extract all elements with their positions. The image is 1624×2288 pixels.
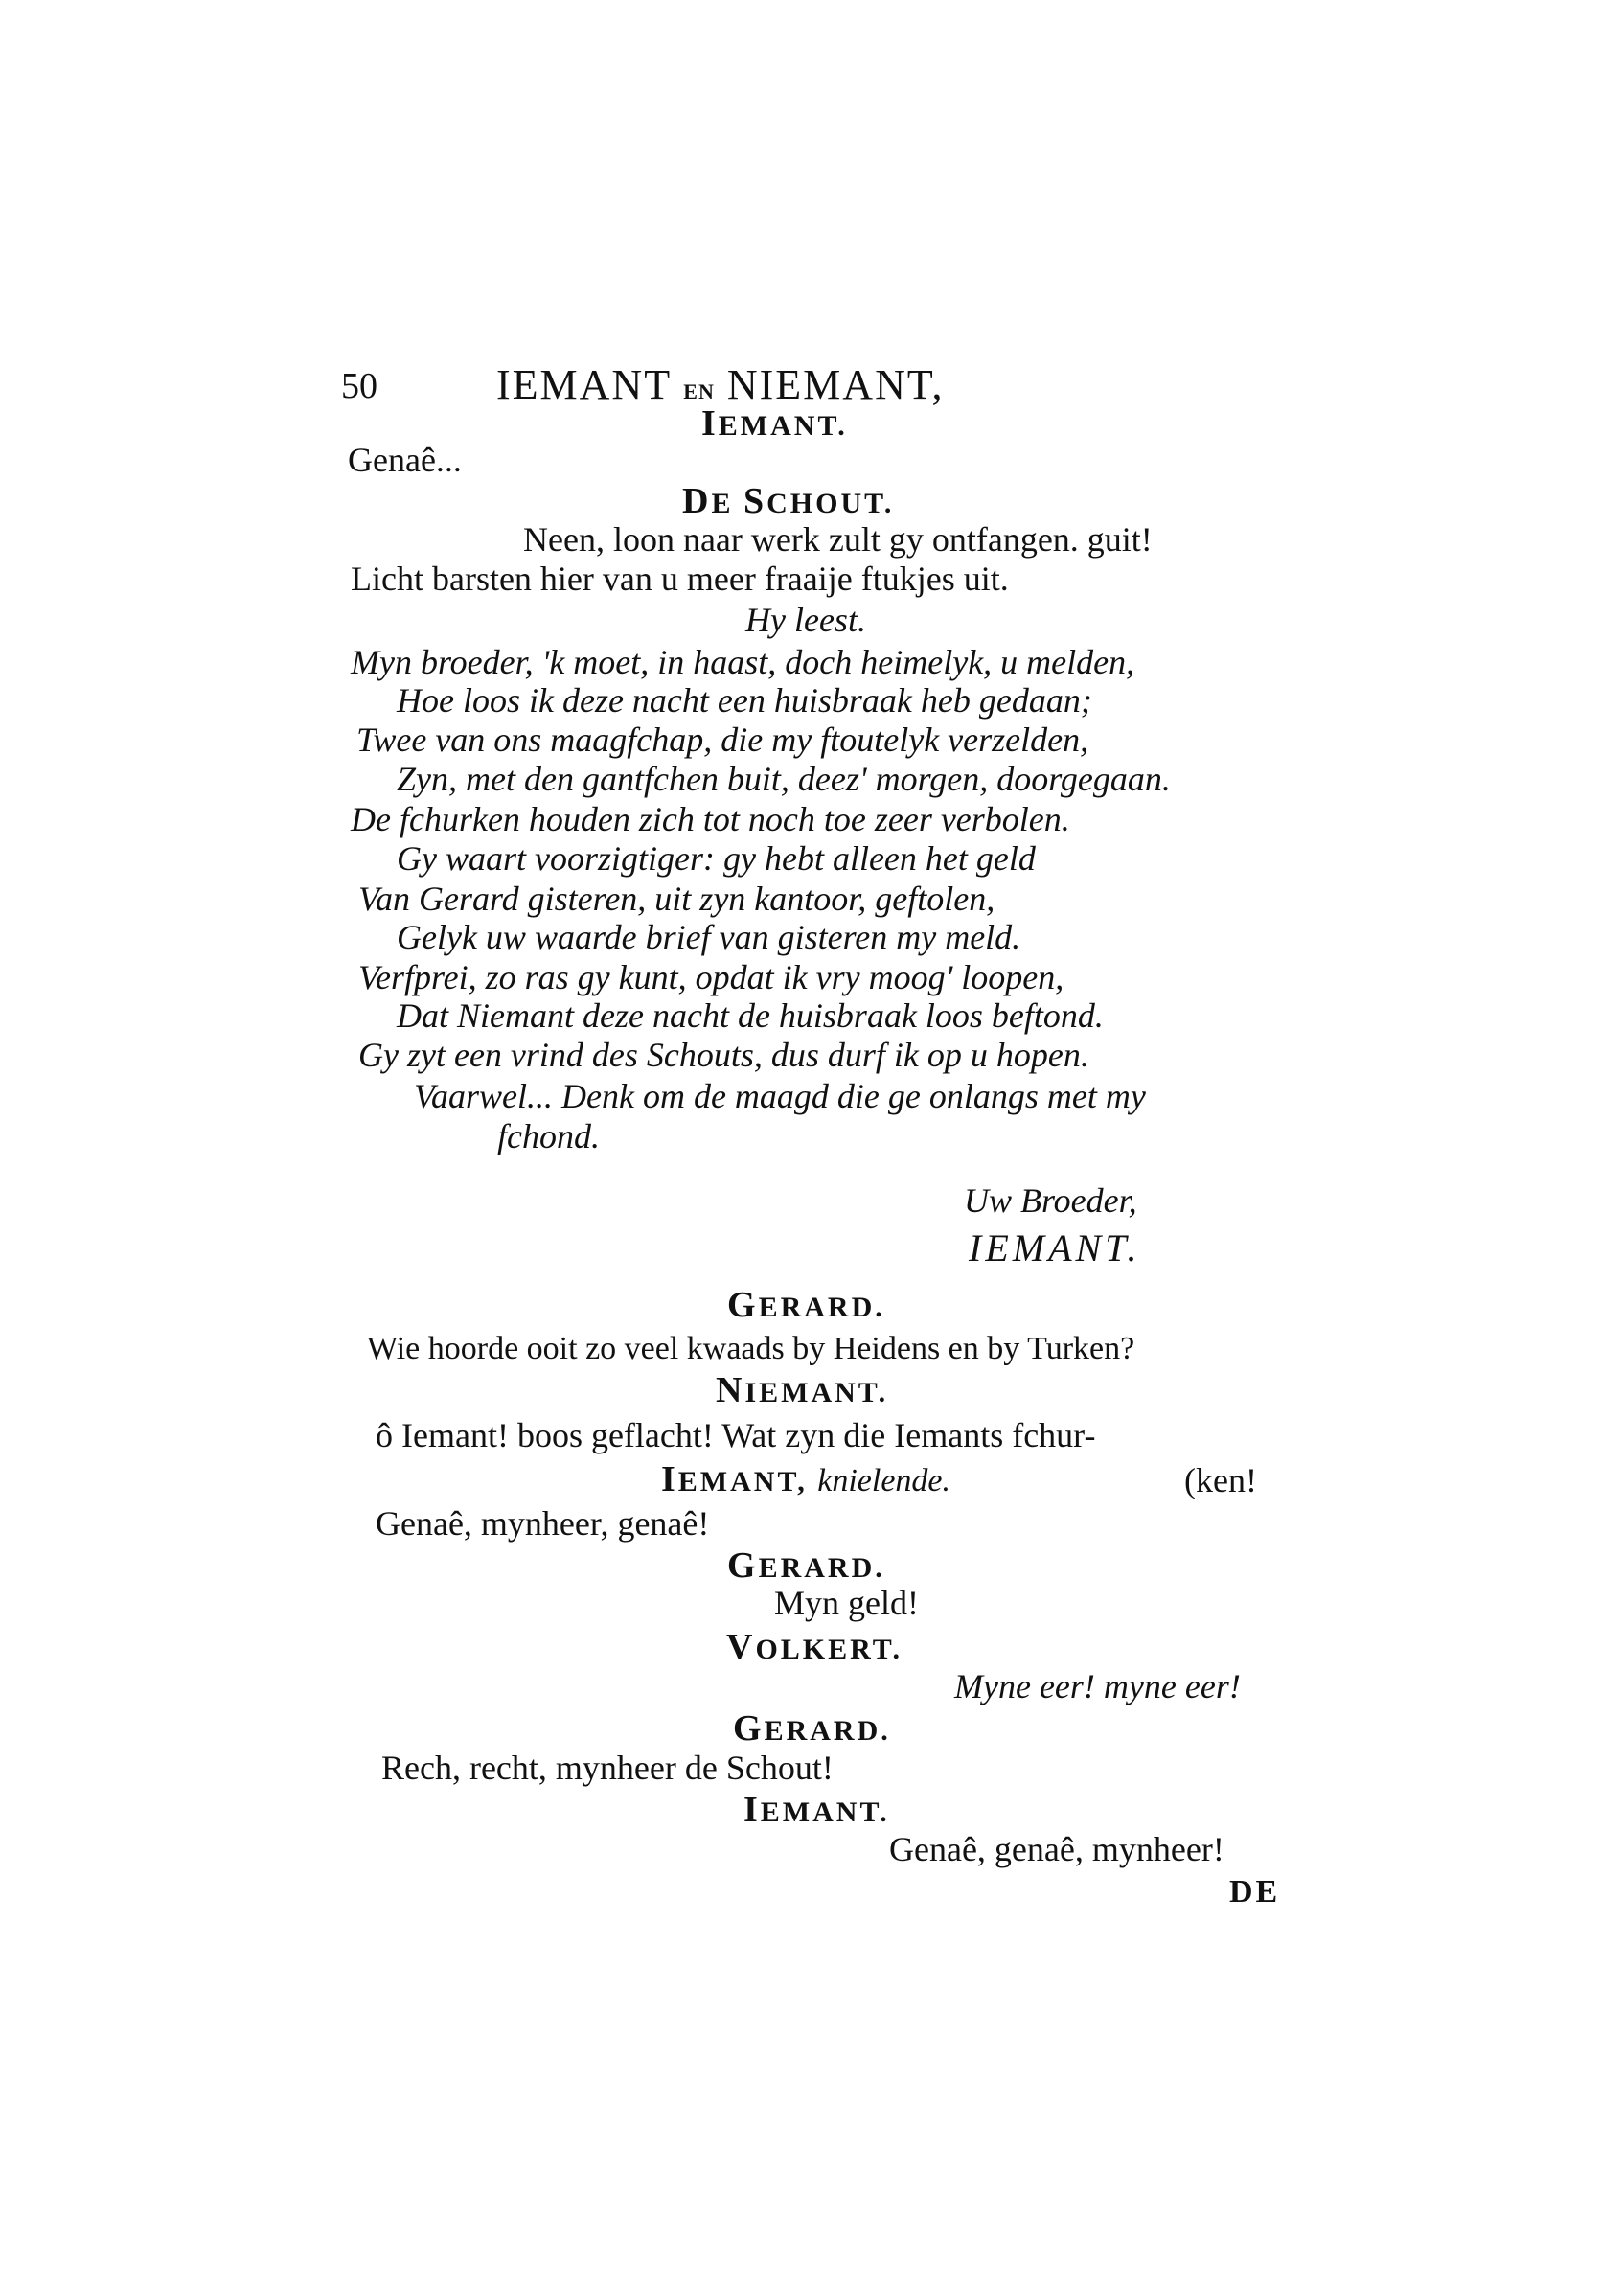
running-title xyxy=(496,361,945,408)
letter-line: Gy zyt een vrind des Schouts, dus durf ik op u hopen. xyxy=(358,1036,1089,1074)
letter-line: Twee van ons maagfchap, die my ftoutelyk verzelden, xyxy=(356,721,1089,759)
speaker-rest: EMANT. xyxy=(760,1796,890,1828)
speaker-iemant xyxy=(701,405,848,442)
letter-signature: IEMANT. xyxy=(969,1226,1141,1270)
speaker-rest: CHOUT. xyxy=(766,488,895,519)
letter-line: Gelyk uw waarde brief van gisteren my meld. xyxy=(397,918,1021,956)
speaker-initial: S xyxy=(743,481,767,521)
running-title-a: IEMANT xyxy=(496,361,672,408)
speaker-initial: V xyxy=(726,1627,756,1667)
speech-line: Genaê, genaê, mynheer! xyxy=(889,1830,1224,1868)
letter-line: Hoe loos ik deze nacht een huisbraak heb gedaan; xyxy=(397,681,1092,720)
speaker-volkert xyxy=(726,1629,903,1665)
speaker-initial: I xyxy=(743,1790,761,1830)
speaker-gerard xyxy=(727,1547,885,1584)
letter-line: Van Gerard gisteren, uit zyn kantoor, geftolen, xyxy=(358,880,995,918)
speaker-initial: G xyxy=(727,1545,759,1586)
speech-line: ô Iemant! boos geflacht! Wat zyn die Iemants fchur- xyxy=(376,1416,1096,1454)
speech-line: Genaê... xyxy=(348,441,462,479)
speech-turnover: (ken! xyxy=(1184,1461,1257,1499)
running-title-b: NIEMANT, xyxy=(726,361,945,408)
speaker-initial: G xyxy=(733,1708,765,1749)
letter-line: Vaarwel... Denk om de maagd die ge onlangs met my xyxy=(414,1077,1146,1115)
letter-line: Gy waart voorzigtiger: gy hebt alleen het geld xyxy=(397,839,1036,878)
letter-line: Dat Niemant deze nacht de huisbraak loos beftond. xyxy=(397,996,1104,1035)
speaker-rest: EMANT, xyxy=(677,1466,808,1498)
speaker-initial: G xyxy=(727,1285,759,1325)
page-number: 50 xyxy=(341,366,377,406)
stage-direction: knielende. xyxy=(817,1463,951,1499)
letter-line: fchond. xyxy=(497,1117,600,1155)
letter-closing: Uw Broeder, xyxy=(964,1181,1137,1220)
speaker-rest: ERARD. xyxy=(764,1715,891,1747)
letter-line: De fchurken houden zich tot noch toe zeer verbolen. xyxy=(351,800,1070,838)
letter-line: Verfprei, zo ras gy kunt, opdat ik vry moog' loopen, xyxy=(358,958,1064,996)
letter-line: Myn broeder, 'k moet, in haast, doch heimelyk, u melden, xyxy=(351,643,1135,681)
speaker-gerard xyxy=(733,1710,891,1747)
speaker-rest: OLKERT. xyxy=(755,1634,903,1665)
speaker-initial: N xyxy=(716,1370,745,1410)
letter-line: Zyn, met den gantfchen buit, deez' morgen, doorgegaan. xyxy=(397,760,1171,798)
speech-line: Myn geld! xyxy=(774,1584,919,1622)
speech-line: Neen, loon naar werk zult gy ontfangen. guit! xyxy=(523,520,1153,559)
speaker-gerard xyxy=(727,1287,885,1323)
speaker-mid: E xyxy=(711,488,743,519)
speaker-niemant xyxy=(716,1372,888,1408)
catchword: DE xyxy=(1229,1874,1281,1910)
speech-line: Myne eer! myne eer! xyxy=(954,1667,1241,1705)
speech-line: Genaê, mynheer, genaê! xyxy=(376,1504,710,1543)
speaker-initial: D xyxy=(682,481,712,521)
speaker-initial: I xyxy=(661,1459,678,1499)
speaker-rest: ERARD. xyxy=(758,1292,885,1323)
speaker-iemant xyxy=(661,1461,950,1498)
speaker-rest: EMANT. xyxy=(718,410,848,442)
stage-direction: Hy leest. xyxy=(745,601,866,639)
speech-line: Wie hoorde ooit zo veel kwaads by Heidens en by Turken? xyxy=(367,1331,1135,1366)
speaker-de-schout xyxy=(682,483,894,519)
speaker-rest: ERARD. xyxy=(758,1552,885,1584)
speech-line: Licht barsten hier van u meer fraaije ftukjes uit. xyxy=(351,560,1009,598)
speech-line: Rech, recht, mynheer de Schout! xyxy=(381,1749,834,1787)
speaker-initial: I xyxy=(701,403,719,444)
speaker-iemant xyxy=(743,1792,890,1828)
running-title-joiner: EN xyxy=(683,379,715,403)
speaker-rest: IEMANT. xyxy=(744,1377,889,1408)
